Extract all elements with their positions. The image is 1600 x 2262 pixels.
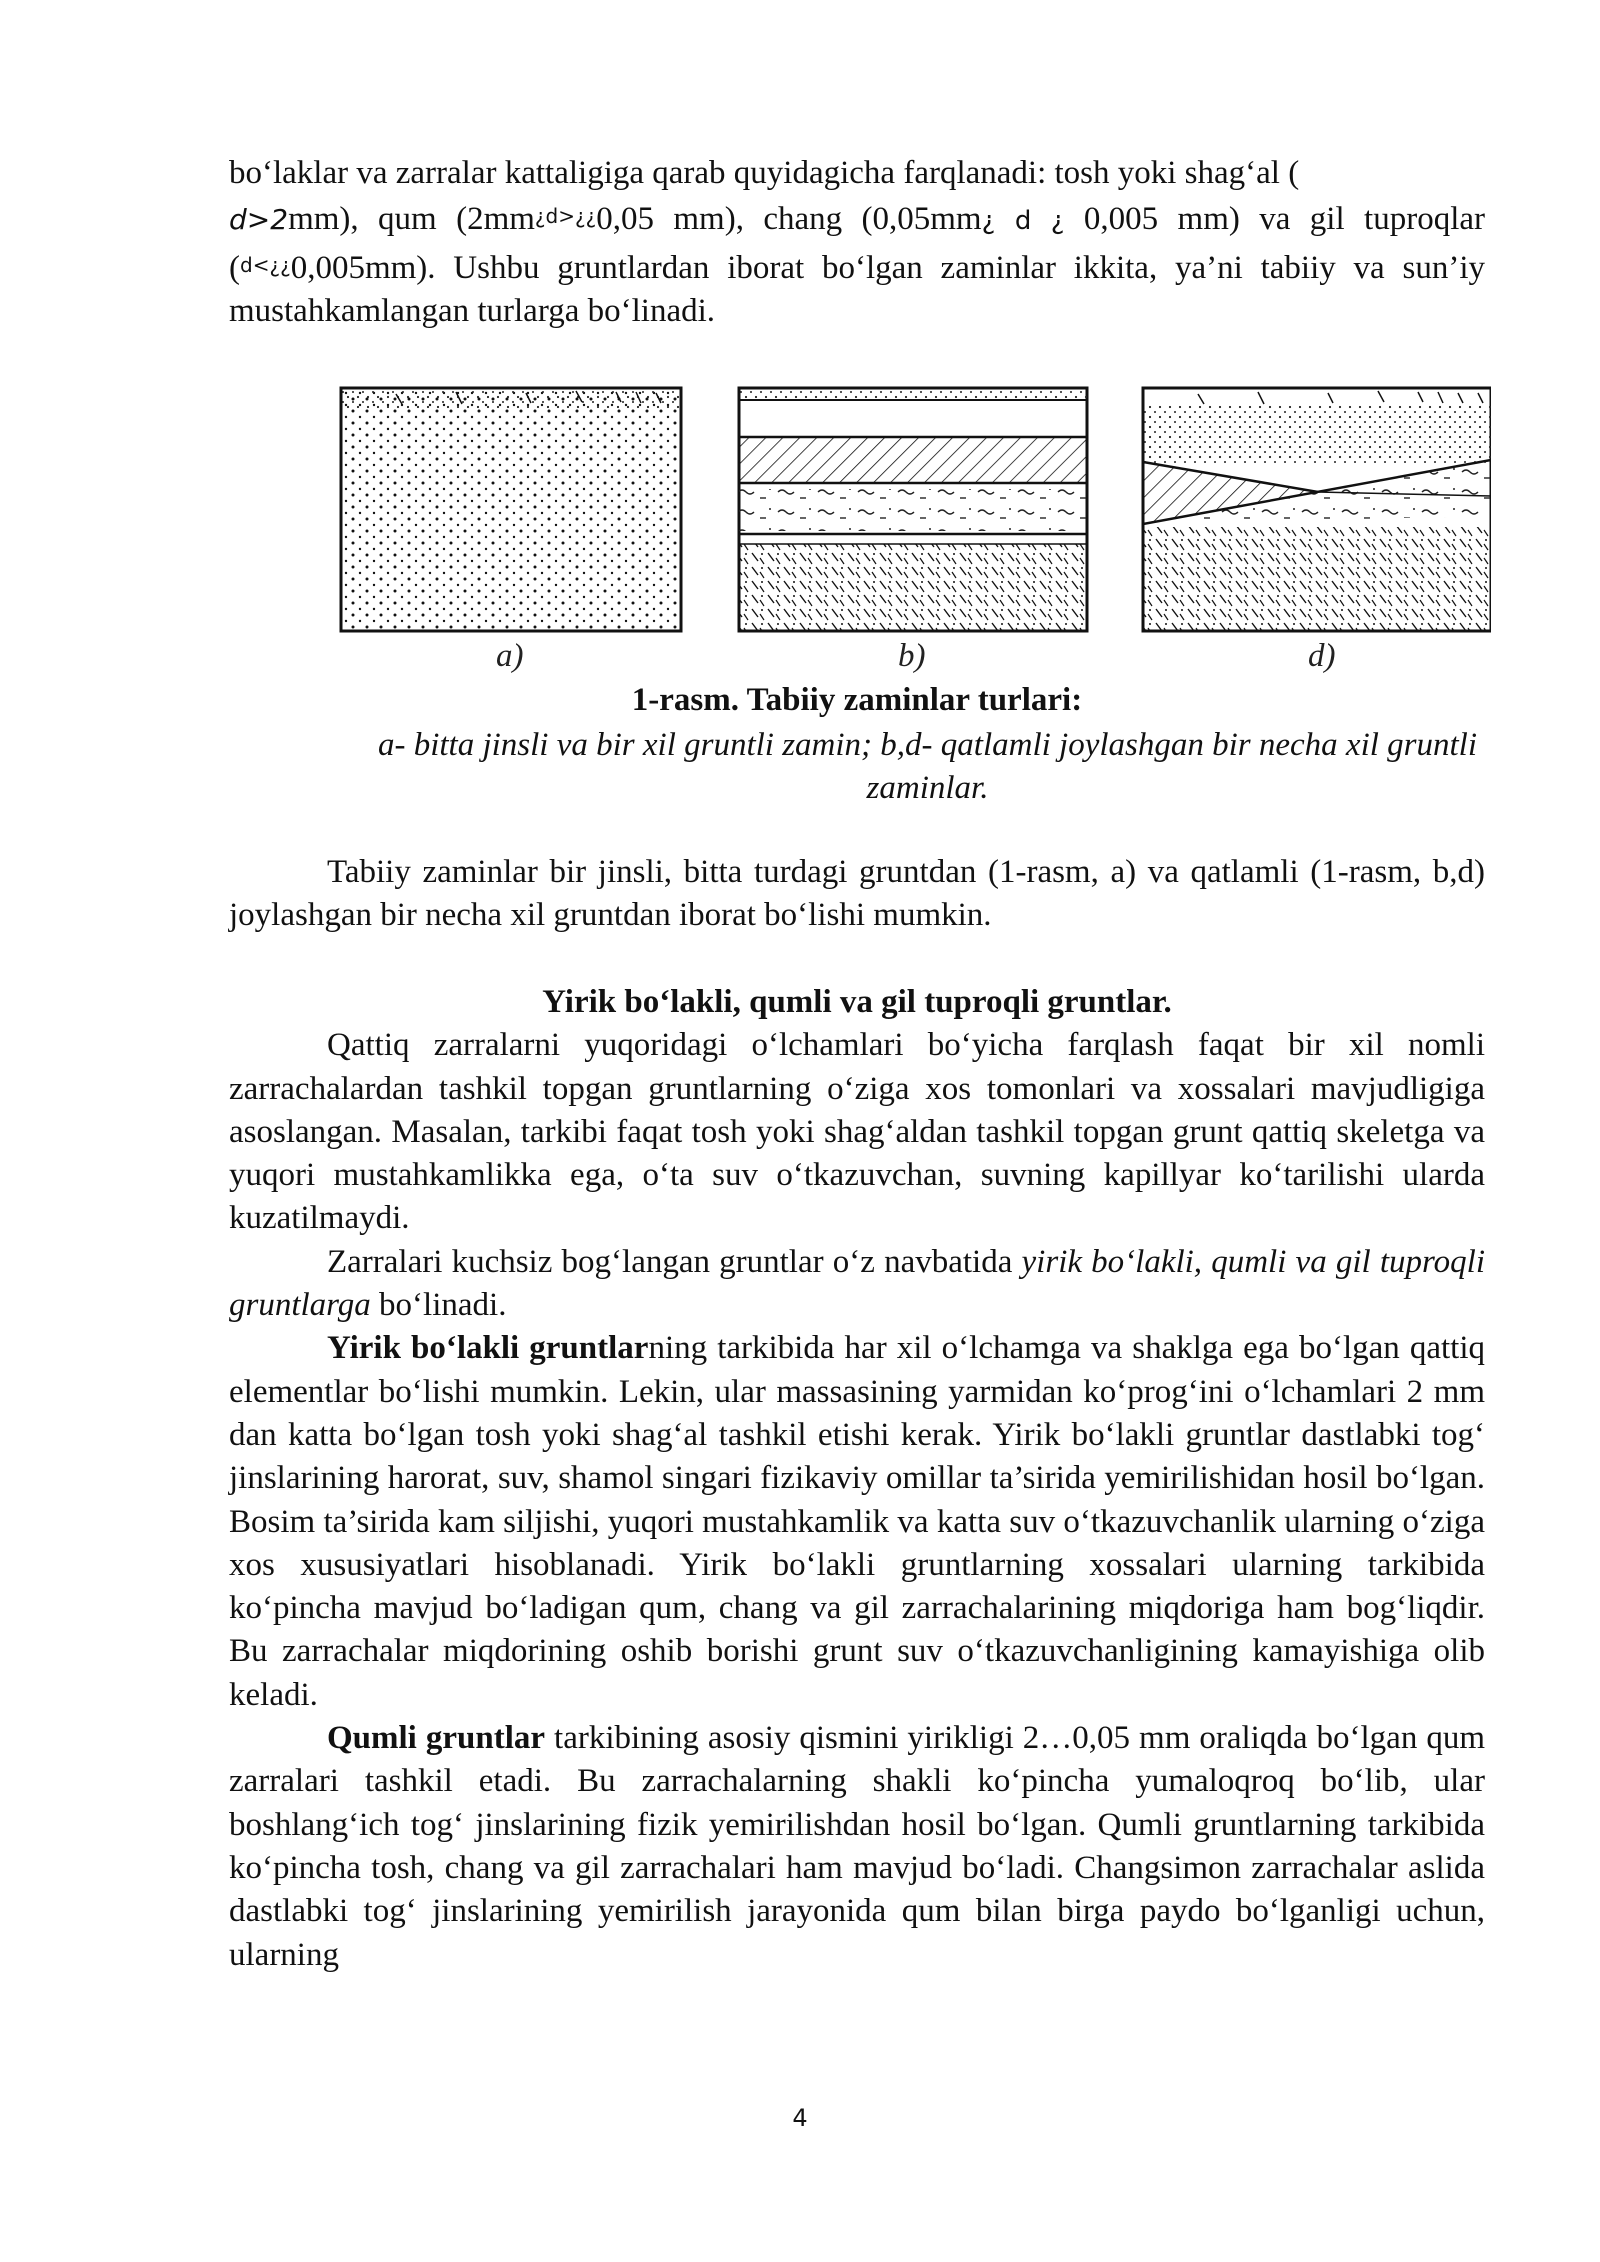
- paragraph-2-text: Qattiq zarralarni yuqoridagi o‘lchamlari bo‘yicha farqlash faqat bir xil nomli zarrachalardan tashkil topgan gruntlarning o‘ziga xos tomonlari va xossalari mavjudligiga asoslangan. Masalan, tarkibi faqat tosh yoki shag‘aldan tashkil topgan grunt qattiq skeletga va yuqori mustahkamlikka ega, o‘ta suv o‘tkazuvchan, suvning kapillyar ko‘tarilishi ularda kuzatilmaydi.: [229, 1027, 1485, 1237]
- panel-b-drawing: [739, 388, 1087, 631]
- intro-text-5: 0,005mm). Ushbu gruntlardan iborat bo‘lgan zaminlar ikkita, ya’ni tabiiy va sun’iy mustahkamlangan turlarga bo‘linadi.: [229, 249, 1485, 329]
- paragraph-1-text: Tabiiy zaminlar bir jinsli, bitta turdagi gruntdan (1-rasm, a) va qatlamli (1-rasm, b,d) joylashgan bir necha xil gruntdan iborat bo‘lishi mumkin.: [229, 854, 1485, 934]
- panel-label-d: d): [1308, 638, 1336, 674]
- page-number: 4: [792, 2104, 808, 2132]
- intro-text-3: 0,05 mm), chang (0,05mm: [596, 201, 982, 238]
- paragraph-3: Zarralari kuchsiz bog‘langan gruntlar o‘z navbatida yirik bo‘lakli, qumli va gil tuproqli gruntlarga bo‘linadi.: [229, 1243, 1485, 1324]
- panel-label-a: a): [496, 638, 524, 674]
- panel-label-b: b): [898, 638, 926, 674]
- figure-natural-foundations: [336, 384, 1491, 684]
- section-body: [229, 981, 1485, 1977]
- paragraph-5: Qumli gruntlar tarkibining asosiy qismini yirikligi 2…0,05 mm oraliqda bo‘lgan qum zarralari tashkil etadi. Bu zarrachalarning shakli ko‘pincha yumaloqroq bo‘lib, ular boshlang‘ich tog‘ jinslarining fizik yemirilishdan hosil bo‘lgan. Qumli gruntlarning tarkibida ko‘pincha tosh, chang va gil zarrachalari ham mavjud bo‘ladi. Changsimon zarrachalar aslida dastlabki tog‘ jinslarining yemirilish jarayonida qum bilan birga paydo bo‘lganligi uchun, ularning: [229, 1720, 1485, 1973]
- intro-text-1: bo‘laklar va zarralar kattaligiga qarab quyidagicha farqlanadi: tosh yoki shag‘al (: [229, 155, 1300, 191]
- paragraph-4: Yirik bo‘lakli gruntlarning tarkibida har xil o‘lchamga va shaklga ega bo‘lgan qattiq elementlar bo‘lishi mumkin. Lekin, ular massasining yarmidan ko‘prog‘ini o‘lchamlari 2 mm dan katta bo‘lgan tosh yoki shag‘al tashkil etishi kerak. Yirik bo‘lakli gruntlar dastlabki tog‘ jinslarining harorat, suv, shamol singari fizikaviy omillar ta’sirida yemirilishidan hosil bo‘lgan. Bosim ta’sirida kam siljishi, yuqori mustahkamlik va katta suv o‘tkazuvchanlik ularning o‘ziga xos xususiyatlari hisoblanadi. Yirik bo‘lakli gruntlarning xossalari ularning tarkibida ko‘pincha mavjud bo‘ladigan qum, chang va gil zarrachalarining miqdoriga ham bog‘liqdir. Bu zarrachalar miqdorining oshib borishi grunt suv o‘tkazuvchanligining kamayishiga olib keladi.: [229, 1330, 1485, 1713]
- bold-term-coarse-soils: Yirik bo‘lakli gruntlar: [327, 1330, 649, 1367]
- panel-a-drawing: [341, 388, 681, 631]
- panel-d-drawing: [1143, 388, 1491, 631]
- bold-term-sandy-soils: Qumli gruntlar: [327, 1720, 546, 1757]
- math-d-range-2: ¿ d ¿: [981, 206, 1065, 237]
- figure-caption-text: a- bitta jinsli va bir xil gruntli zamin; b,d- qatlamli joylashgan bir necha xil gruntli zaminlar.: [377, 727, 1478, 806]
- figure-caption-title: 1-rasm. Tabiiy zaminlar turlari:: [631, 682, 1083, 718]
- section-heading: Yirik bo‘lakli, qumli va gil tuproqli gruntlar.: [542, 984, 1172, 1020]
- intro-text-2: mm), qum (2mm: [288, 201, 535, 238]
- math-d-lt: d<¿¿: [240, 252, 291, 277]
- math-d-gt-2: d>2: [229, 203, 289, 237]
- paragraph-natural-foundations: [229, 851, 1485, 938]
- figure-drawing: [336, 384, 1491, 639]
- intro-paragraph: [229, 152, 1485, 333]
- intro-text-4: 0,005 mm) va gil tuproqlar (: [229, 201, 1486, 286]
- math-d-range-1: ¿d>¿¿: [534, 204, 597, 229]
- italic-soil-types: yirik bo‘lakli, qumli va gil tuproqli gruntlarga: [229, 1243, 1485, 1324]
